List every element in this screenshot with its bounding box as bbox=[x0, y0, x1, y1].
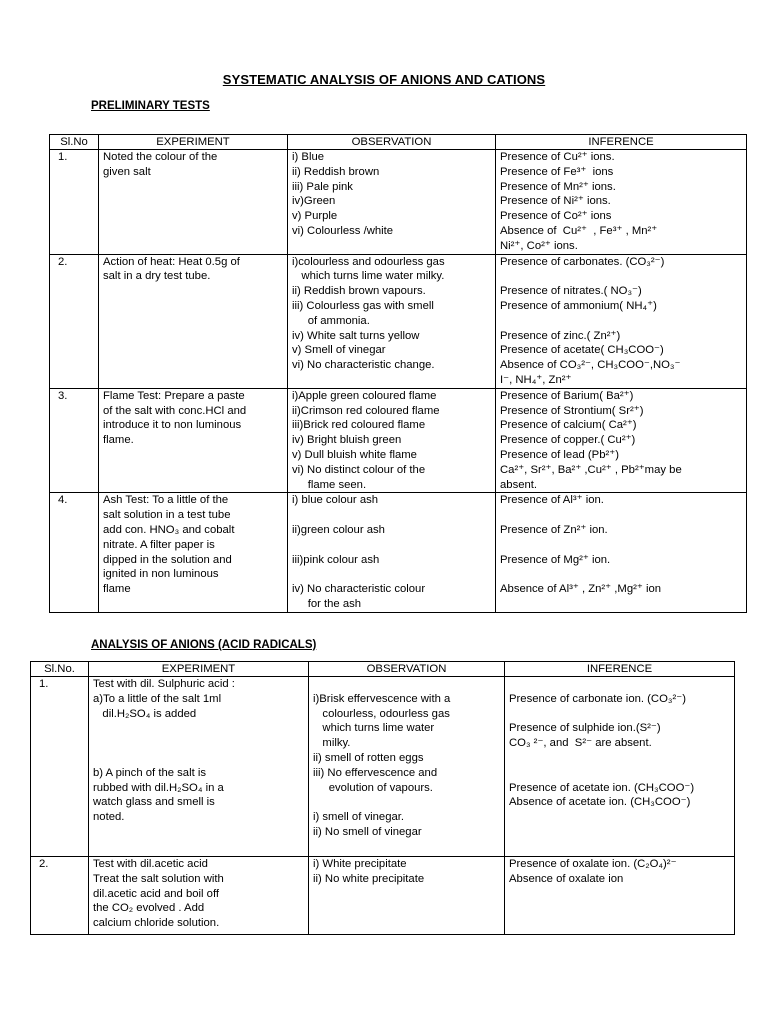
header-experiment: EXPERIMENT bbox=[99, 135, 288, 150]
observation-line: i)Apple green coloured flame bbox=[292, 389, 437, 402]
experiment-line: Flame Test: Prepare a paste bbox=[103, 389, 245, 402]
observation-line bbox=[313, 677, 500, 692]
cell-inference bbox=[505, 857, 735, 935]
observation-line bbox=[292, 538, 491, 553]
cell-observation bbox=[309, 857, 505, 935]
inference-line: Presence of Al³⁺ ion. bbox=[500, 494, 604, 507]
observation-line: i) White precipitate bbox=[313, 858, 407, 870]
cell-slno: 1. bbox=[31, 677, 89, 857]
observation-line: vi) No distinct colour of the bbox=[292, 463, 426, 476]
experiment-line: nitrate. A filter paper is bbox=[103, 538, 215, 551]
table-row bbox=[50, 493, 747, 613]
inference-line: Presence of nitrates.( NO₃⁻) bbox=[500, 285, 642, 298]
cell-slno: 2. bbox=[50, 254, 99, 388]
inference-line bbox=[509, 677, 730, 692]
cell-inference bbox=[496, 150, 747, 255]
observation-line bbox=[292, 567, 491, 582]
inference-line bbox=[500, 567, 742, 582]
cell-experiment bbox=[99, 254, 288, 388]
inference-line: Absence of oxalate ion bbox=[509, 872, 624, 885]
observation-line: iii) No effervescence and bbox=[313, 766, 438, 779]
observation-line: for the ash bbox=[292, 597, 362, 610]
inference-line: Presence of Zn²⁺ ion. bbox=[500, 523, 608, 536]
observation-line: which turns lime water milky. bbox=[292, 270, 445, 283]
observation-line: flame seen. bbox=[292, 478, 367, 491]
table-header-row bbox=[31, 662, 735, 677]
inference-line bbox=[509, 707, 730, 722]
cell-slno: 4. bbox=[50, 493, 99, 613]
observation-line: which turns lime water bbox=[313, 722, 435, 735]
inference-line: Presence of Mg²⁺ ion. bbox=[500, 553, 611, 566]
experiment-line: Test with dil.acetic acid bbox=[93, 858, 208, 870]
observation-line: v) Dull bluish white flame bbox=[292, 448, 417, 461]
header-inference: INFERENCE bbox=[505, 662, 735, 677]
experiment-line: Test with dil. Sulphuric acid : bbox=[93, 678, 235, 690]
cell-observation bbox=[288, 493, 496, 613]
observation-line: i) smell of vinegar. bbox=[313, 811, 405, 824]
experiment-line: noted. bbox=[93, 811, 125, 824]
table-row bbox=[50, 254, 747, 388]
experiment-line: flame. bbox=[103, 434, 134, 447]
header-experiment: EXPERIMENT bbox=[89, 662, 309, 677]
observation-line: evolution of vapours. bbox=[313, 781, 433, 794]
inference-line: Presence of acetate ion. (CH₃COO⁻) bbox=[509, 781, 695, 794]
experiment-line: ignited in non luminous bbox=[103, 568, 219, 581]
table-header-row bbox=[50, 135, 747, 150]
inference-line bbox=[500, 508, 742, 523]
inference-line: Presence of Cu²⁺ ions. bbox=[500, 151, 615, 163]
inference-line: Absence of acetate ion. (CH₃COO⁻) bbox=[509, 796, 691, 809]
inference-line: Presence of zinc.( Zn²⁺) bbox=[500, 329, 621, 342]
experiment-line: of the salt with conc.HCl and bbox=[103, 404, 247, 417]
experiment-line: Ash Test: To a little of the bbox=[103, 494, 229, 507]
inference-line: Presence of Ni²⁺ ions. bbox=[500, 195, 611, 208]
experiment-line: watch glass and smell is bbox=[93, 796, 215, 809]
inference-line: Presence of Barium( Ba²⁺) bbox=[500, 389, 634, 402]
observation-line: of ammonia. bbox=[292, 314, 370, 327]
cell-observation bbox=[288, 388, 496, 493]
inference-line bbox=[500, 314, 742, 329]
observation-line: iv) White salt turns yellow bbox=[292, 329, 420, 342]
experiment-line: a)To a little of the salt 1ml bbox=[93, 692, 222, 705]
observation-line: ii) No smell of vinegar bbox=[313, 825, 422, 838]
cell-inference bbox=[496, 388, 747, 493]
cell-inference bbox=[496, 493, 747, 613]
observation-line: i) blue colour ash bbox=[292, 494, 379, 507]
inference-line: Ni²⁺, Co²⁺ ions. bbox=[500, 239, 578, 252]
experiment-line: introduce it to non luminous bbox=[103, 419, 242, 432]
cell-experiment bbox=[89, 857, 309, 935]
experiment-line bbox=[93, 736, 304, 751]
inference-line: Presence of carbonates. (CO₃²⁻) bbox=[500, 255, 665, 268]
cell-inference bbox=[496, 254, 747, 388]
observation-line: iii)pink colour ash bbox=[292, 553, 380, 566]
cell-observation bbox=[309, 677, 505, 857]
experiment-line: salt solution in a test tube bbox=[103, 509, 231, 522]
observation-line: ii)green colour ash bbox=[292, 523, 385, 536]
inference-line: Absence of Cu²⁺ , Fe³⁺ , Mn²⁺ bbox=[500, 224, 658, 237]
inference-line bbox=[509, 766, 730, 781]
cell-slno: 3. bbox=[50, 388, 99, 493]
cell-experiment bbox=[89, 677, 309, 857]
inference-line: Ca²⁺, Sr²⁺, Ba²⁺ ,Cu²⁺ , Pb²⁺may be bbox=[500, 463, 682, 476]
cell-experiment bbox=[99, 150, 288, 255]
section-heading-anions: ANALYSIS OF ANIONS (ACID RADICALS) bbox=[91, 639, 317, 651]
preliminary-tests-table bbox=[49, 134, 747, 613]
experiment-line: calcium chloride solution. bbox=[93, 917, 220, 930]
observation-line: iii) Colourless gas with smell bbox=[292, 299, 434, 312]
anion-analysis-table bbox=[30, 661, 735, 935]
header-inference: INFERENCE bbox=[496, 135, 747, 150]
inference-line bbox=[500, 597, 742, 612]
table-row bbox=[31, 677, 735, 857]
experiment-line: Noted the colour of the bbox=[103, 151, 218, 163]
header-observation: OBSERVATION bbox=[309, 662, 505, 677]
inference-line: Presence of calcium( Ca²⁺) bbox=[500, 419, 637, 432]
inference-line: I⁻, NH₄⁺, Zn²⁺ bbox=[500, 373, 572, 386]
observation-line: iii)Brick red coloured flame bbox=[292, 419, 426, 432]
experiment-line: add con. HNO₃ and cobalt bbox=[103, 523, 235, 536]
experiment-line: salt in a dry test tube. bbox=[103, 270, 211, 283]
inference-line: Absence of CO₃²⁻, CH₃COO⁻,NO₃⁻ bbox=[500, 359, 681, 372]
observation-line: iii) Pale pink bbox=[292, 180, 353, 193]
observation-line bbox=[313, 795, 500, 810]
observation-line: i) Blue bbox=[292, 151, 325, 163]
observation-line: iv) No characteristic colour bbox=[292, 583, 426, 596]
observation-line: iv) Bright bluish green bbox=[292, 434, 402, 447]
observation-line: colourless, odourless gas bbox=[313, 707, 450, 720]
experiment-line bbox=[93, 751, 304, 766]
experiment-line: the CO₂ evolved . Add bbox=[93, 902, 205, 915]
cell-inference bbox=[505, 677, 735, 857]
table-row bbox=[50, 388, 747, 493]
inference-line: Presence of oxalate ion. (C₂O₄)²⁻ bbox=[509, 858, 677, 870]
experiment-line: Action of heat: Heat 0.5g of bbox=[103, 255, 240, 268]
inference-line: Presence of copper.( Cu²⁺) bbox=[500, 434, 636, 447]
experiment-line: flame bbox=[103, 583, 131, 596]
inference-line: absent. bbox=[500, 478, 538, 491]
experiment-line: b) A pinch of the salt is bbox=[93, 766, 207, 779]
observation-line: i)colourless and odourless gas bbox=[292, 255, 445, 268]
header-slno: Sl.No. bbox=[31, 662, 89, 677]
inference-line: Presence of carbonate ion. (CO₃²⁻) bbox=[509, 692, 686, 705]
observation-line: vi) No characteristic change. bbox=[292, 359, 435, 372]
inference-line: Presence of ammonium( NH₄⁺) bbox=[500, 299, 657, 312]
inference-line: Presence of Fe³⁺ ions bbox=[500, 165, 614, 178]
section-heading-preliminary: PRELIMINARY TESTS bbox=[91, 100, 210, 112]
experiment-line: given salt bbox=[103, 165, 151, 178]
table-row bbox=[50, 150, 747, 255]
observation-line: milky. bbox=[313, 737, 351, 750]
experiment-line bbox=[93, 721, 304, 736]
header-observation: OBSERVATION bbox=[288, 135, 496, 150]
experiment-line: dil.acetic acid and boil off bbox=[93, 887, 220, 900]
cell-slno: 1. bbox=[50, 150, 99, 255]
header-slno: Sl.No bbox=[50, 135, 99, 150]
observation-line: ii) No white precipitate bbox=[313, 872, 425, 885]
experiment-line: rubbed with dil.H₂SO₄ in a bbox=[93, 781, 224, 794]
experiment-line: dil.H₂SO₄ is added bbox=[93, 707, 197, 720]
observation-line: ii) Reddish brown vapours. bbox=[292, 285, 426, 298]
observation-line: v) Smell of vinegar bbox=[292, 344, 386, 357]
table-row bbox=[31, 857, 735, 935]
observation-line: i)Brisk effervescence with a bbox=[313, 692, 451, 705]
inference-line: Presence of lead (Pb²⁺) bbox=[500, 448, 619, 461]
inference-line bbox=[500, 538, 742, 553]
inference-line: CO₃ ²⁻, and S²⁻ are absent. bbox=[509, 737, 652, 750]
inference-line: Presence of Strontium( Sr²⁺) bbox=[500, 404, 644, 417]
inference-line bbox=[500, 269, 742, 284]
observation-line: ii) smell of rotten eggs bbox=[313, 751, 424, 764]
observation-line: ii) Reddish brown bbox=[292, 165, 380, 178]
inference-line: Presence of sulphide ion.(S²⁻) bbox=[509, 722, 661, 735]
cell-observation bbox=[288, 150, 496, 255]
cell-observation bbox=[288, 254, 496, 388]
observation-line: iv)Green bbox=[292, 195, 336, 208]
experiment-line: Treat the salt solution with bbox=[93, 872, 224, 885]
inference-line: Presence of acetate( CH₃COO⁻) bbox=[500, 344, 664, 357]
observation-line: ii)Crimson red coloured flame bbox=[292, 404, 440, 417]
page-title: SYSTEMATIC ANALYSIS OF ANIONS AND CATIONS bbox=[222, 72, 546, 87]
cell-slno: 2. bbox=[31, 857, 89, 935]
inference-line: Presence of Co²⁺ ions bbox=[500, 210, 612, 223]
experiment-line: dipped in the solution and bbox=[103, 553, 232, 566]
inference-line: Absence of Al³⁺ , Zn²⁺ ,Mg²⁺ ion bbox=[500, 583, 662, 596]
inference-line bbox=[509, 751, 730, 766]
inference-line: Presence of Mn²⁺ ions. bbox=[500, 180, 616, 193]
cell-experiment bbox=[99, 388, 288, 493]
observation-line: v) Purple bbox=[292, 210, 338, 223]
observation-line bbox=[292, 508, 491, 523]
cell-experiment bbox=[99, 493, 288, 613]
observation-line: vi) Colourless /white bbox=[292, 224, 394, 237]
